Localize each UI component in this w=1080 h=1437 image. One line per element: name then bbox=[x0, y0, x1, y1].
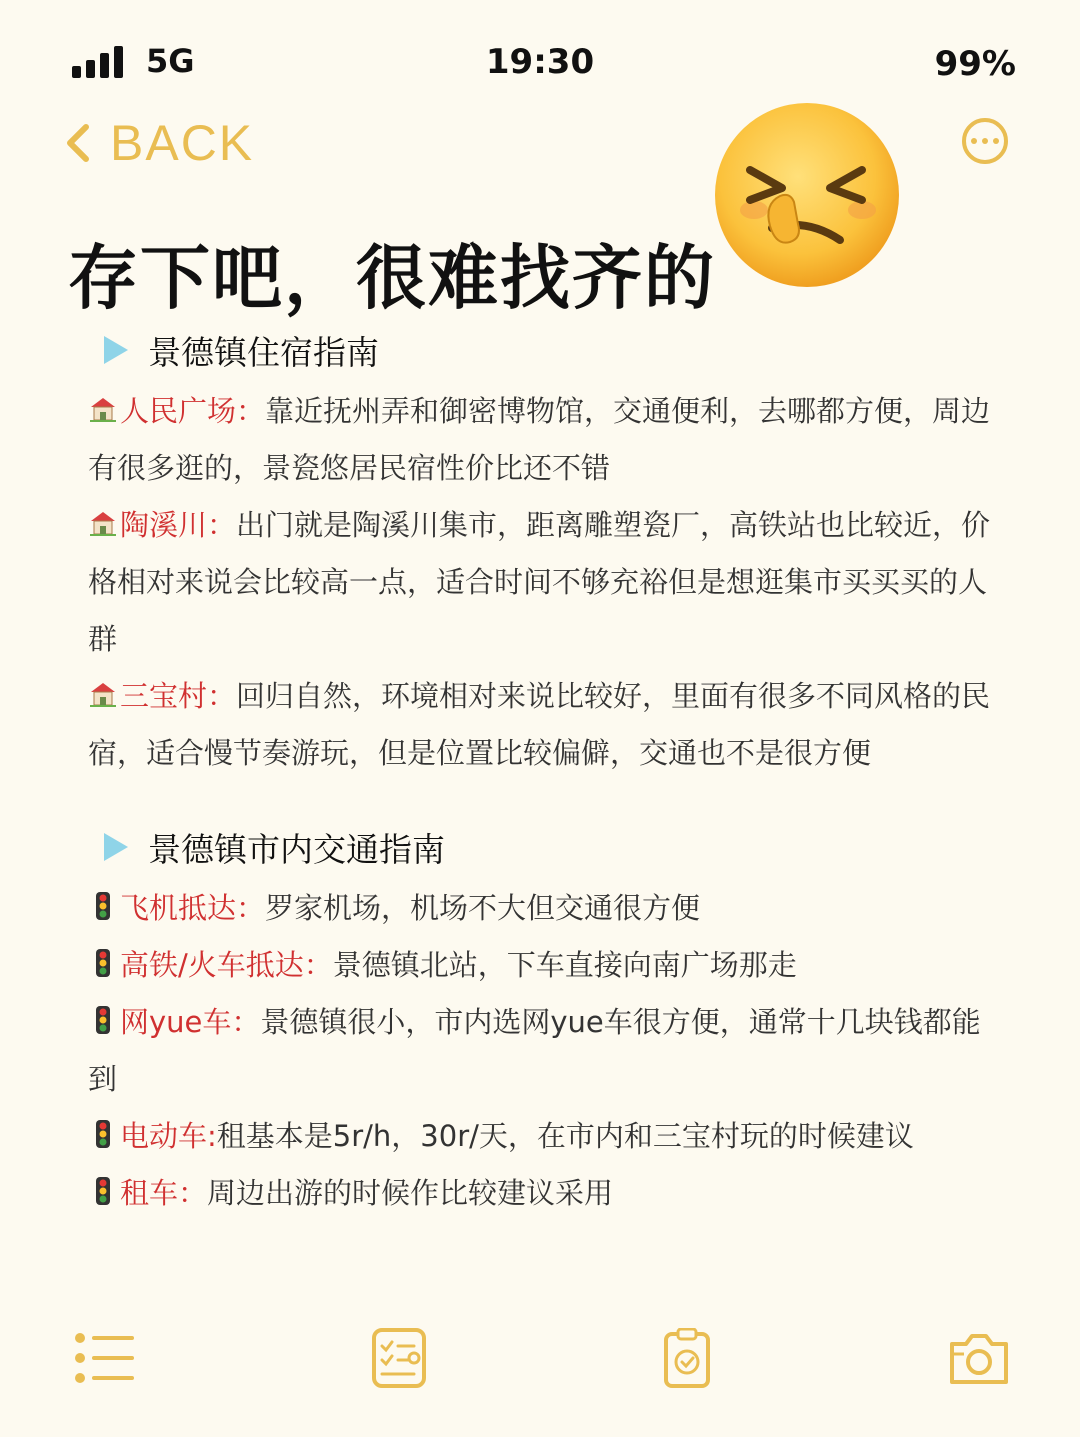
status-time: 19:30 bbox=[485, 42, 595, 82]
section-heading-text: 景德镇市内交通指南 bbox=[148, 829, 445, 869]
dot-icon bbox=[971, 138, 977, 144]
item-text: 景德镇北站，下车直接向南广场那走 bbox=[332, 948, 797, 982]
section-heading-transport bbox=[104, 822, 1008, 872]
nav-bar bbox=[0, 108, 1080, 178]
list-item bbox=[88, 1108, 1008, 1165]
clipboard-check-icon[interactable] bbox=[654, 1328, 720, 1388]
item-text: 靠近抚州弄和御密博物馆，交通便利，去哪都方便，周边有很多逛的，景瓷悠居民宿性价比还不错 bbox=[88, 394, 991, 485]
item-key: 三宝村： bbox=[120, 679, 237, 713]
house-icon bbox=[88, 679, 118, 709]
more-options-button[interactable] bbox=[962, 118, 1008, 164]
traffic-light-icon bbox=[88, 891, 118, 921]
item-text: 租基本是5r/h，30r/天，在市内和三宝村玩的时候建议 bbox=[216, 1119, 914, 1153]
triangle-bullet-icon bbox=[104, 336, 128, 364]
back-label: BACK bbox=[110, 115, 255, 171]
network-type: 5G bbox=[146, 42, 195, 80]
house-icon bbox=[88, 394, 118, 424]
item-text: 回归自然，环境相对来说比较好，里面有很多不同风格的民宿，适合慢节奏游玩，但是位置比较偏僻，交通也不是很方便 bbox=[88, 679, 991, 770]
camera-icon[interactable] bbox=[946, 1328, 1012, 1388]
item-key: 高铁/火车抵达： bbox=[120, 948, 333, 982]
list-icon[interactable] bbox=[72, 1328, 138, 1388]
section-heading-text: 景德镇住宿指南 bbox=[148, 332, 379, 372]
triangle-bullet-icon bbox=[104, 833, 128, 861]
content bbox=[88, 325, 1008, 1222]
item-text: 周边出游的时候作比较建议采用 bbox=[207, 1176, 614, 1210]
checklist-icon[interactable] bbox=[368, 1328, 434, 1388]
section-heading-lodging bbox=[104, 325, 1008, 375]
traffic-light-icon bbox=[88, 948, 118, 978]
wincing-face-emoji-icon bbox=[712, 100, 902, 290]
house-icon bbox=[88, 508, 118, 538]
bottom-toolbar bbox=[0, 1328, 1080, 1392]
traffic-light-icon bbox=[88, 1005, 118, 1035]
dot-icon bbox=[993, 138, 999, 144]
item-key: 网yue车： bbox=[120, 1005, 261, 1039]
traffic-light-icon bbox=[88, 1176, 118, 1206]
item-key: 飞机抵达： bbox=[120, 891, 266, 925]
status-bar bbox=[0, 40, 1080, 96]
item-text: 景德镇很小，市内选网yue车很方便，通常十几块钱都能到 bbox=[88, 1005, 981, 1096]
item-key: 租车： bbox=[120, 1176, 208, 1210]
transport-list bbox=[88, 880, 1008, 1222]
list-item bbox=[88, 668, 1008, 782]
battery-level: 99% bbox=[934, 44, 1016, 84]
item-text: 出门就是陶溪川集市，距离雕塑瓷厂，高铁站也比较近，价格相对来说会比较高一点，适合时间不够充裕但是想逛集市买买买的人群 bbox=[88, 508, 991, 656]
list-item bbox=[88, 497, 1008, 668]
list-item bbox=[88, 994, 1008, 1108]
list-item bbox=[88, 880, 1008, 937]
back-button[interactable] bbox=[62, 112, 254, 174]
chevron-left-icon bbox=[62, 123, 92, 163]
list-item bbox=[88, 1165, 1008, 1222]
dot-icon bbox=[982, 138, 988, 144]
list-item bbox=[88, 383, 1008, 497]
item-key: 陶溪川： bbox=[120, 508, 237, 542]
item-key: 人民广场： bbox=[120, 394, 266, 428]
item-key: 电动车: bbox=[120, 1119, 217, 1153]
list-item bbox=[88, 937, 1008, 994]
lodging-list bbox=[88, 383, 1008, 782]
page-title: 存下吧，很难找齐的 bbox=[68, 237, 716, 319]
traffic-light-icon bbox=[88, 1119, 118, 1149]
item-text: 罗家机场，机场不大但交通很方便 bbox=[265, 891, 701, 925]
